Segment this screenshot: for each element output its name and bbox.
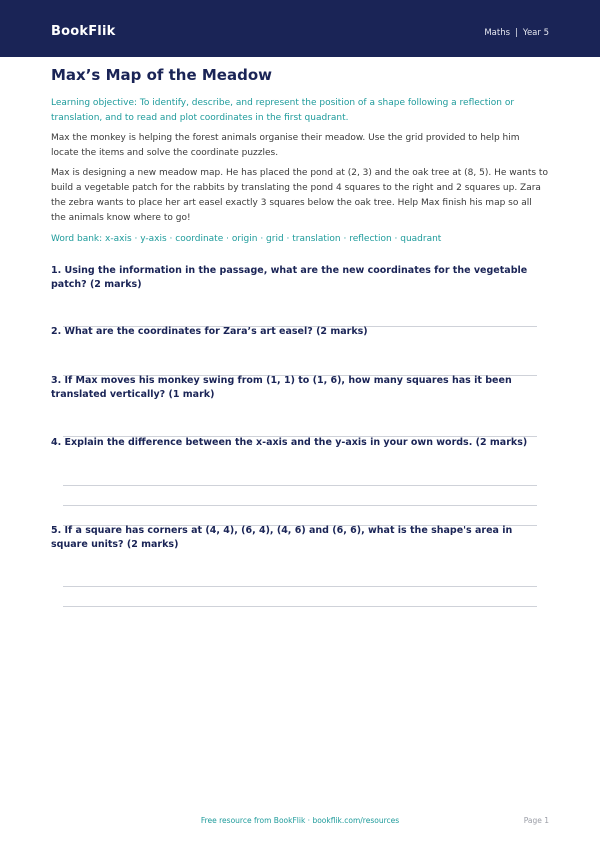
question-1: 1. Using the information in the passage, what are the new coordinates for the vegetable patch? (2 marks)	[51, 265, 528, 290]
subject-label: Maths	[484, 28, 511, 38]
brand-logo[interactable]: BookFlik	[51, 24, 116, 39]
answer-line[interactable]	[63, 505, 537, 506]
subject-year-label	[484, 28, 549, 38]
word-bank: Word bank: x-axis · y-axis · coordinate · origin · grid · translation · reflection · quadrant	[51, 234, 442, 244]
question-2: 2. What are the coordinates for Zara’s art easel? (2 marks)	[51, 326, 368, 337]
question-3: 3. If Max moves his monkey swing from (1, 1) to (1, 6), how many squares has it been translated vertically? (1 mark)	[51, 375, 512, 400]
question-4: 4. Explain the difference between the x-axis and the y-axis in your own words. (2 marks)	[51, 437, 528, 448]
worksheet-title: Max’s Map of the Meadow	[51, 66, 273, 84]
learning-objective: Learning objective: To identify, describe, and represent the position of a shape following a reflection or translation, and to read and plot coordinates in the first quadrant.	[51, 98, 515, 123]
meta-separator: |	[515, 28, 518, 38]
intro-paragraph: Max the monkey is helping the forest animals organise their meadow. Use the grid provided to help him locate the items and solve the coordinate puzzles.	[51, 133, 520, 158]
page-header	[0, 0, 600, 57]
page-number: Page 1	[523, 816, 549, 825]
answer-line[interactable]	[63, 485, 537, 486]
answer-line[interactable]	[63, 586, 537, 587]
answer-line[interactable]	[63, 606, 537, 607]
year-label: Year 5	[522, 28, 549, 38]
question-5: 5. If a square has corners at (4, 4), (6, 4), (4, 6) and (6, 6), what is the shape's area in square units? (2 marks)	[51, 525, 513, 550]
footer-credit[interactable]: Free resource from BookFlik · bookflik.com/resources	[200, 816, 400, 825]
story-paragraph: Max is designing a new meadow map. He has placed the pond at (2, 3) and the oak tree at (8, 5). He wants to build a vegetable patch for the rabbits by translating the pond 4 squares to the right and 2 squares up. Zara the zebra wants to place her art easel exactly 3 squares below the oak tree. Help Max finish his map so all the animals know where to go!	[51, 168, 548, 223]
